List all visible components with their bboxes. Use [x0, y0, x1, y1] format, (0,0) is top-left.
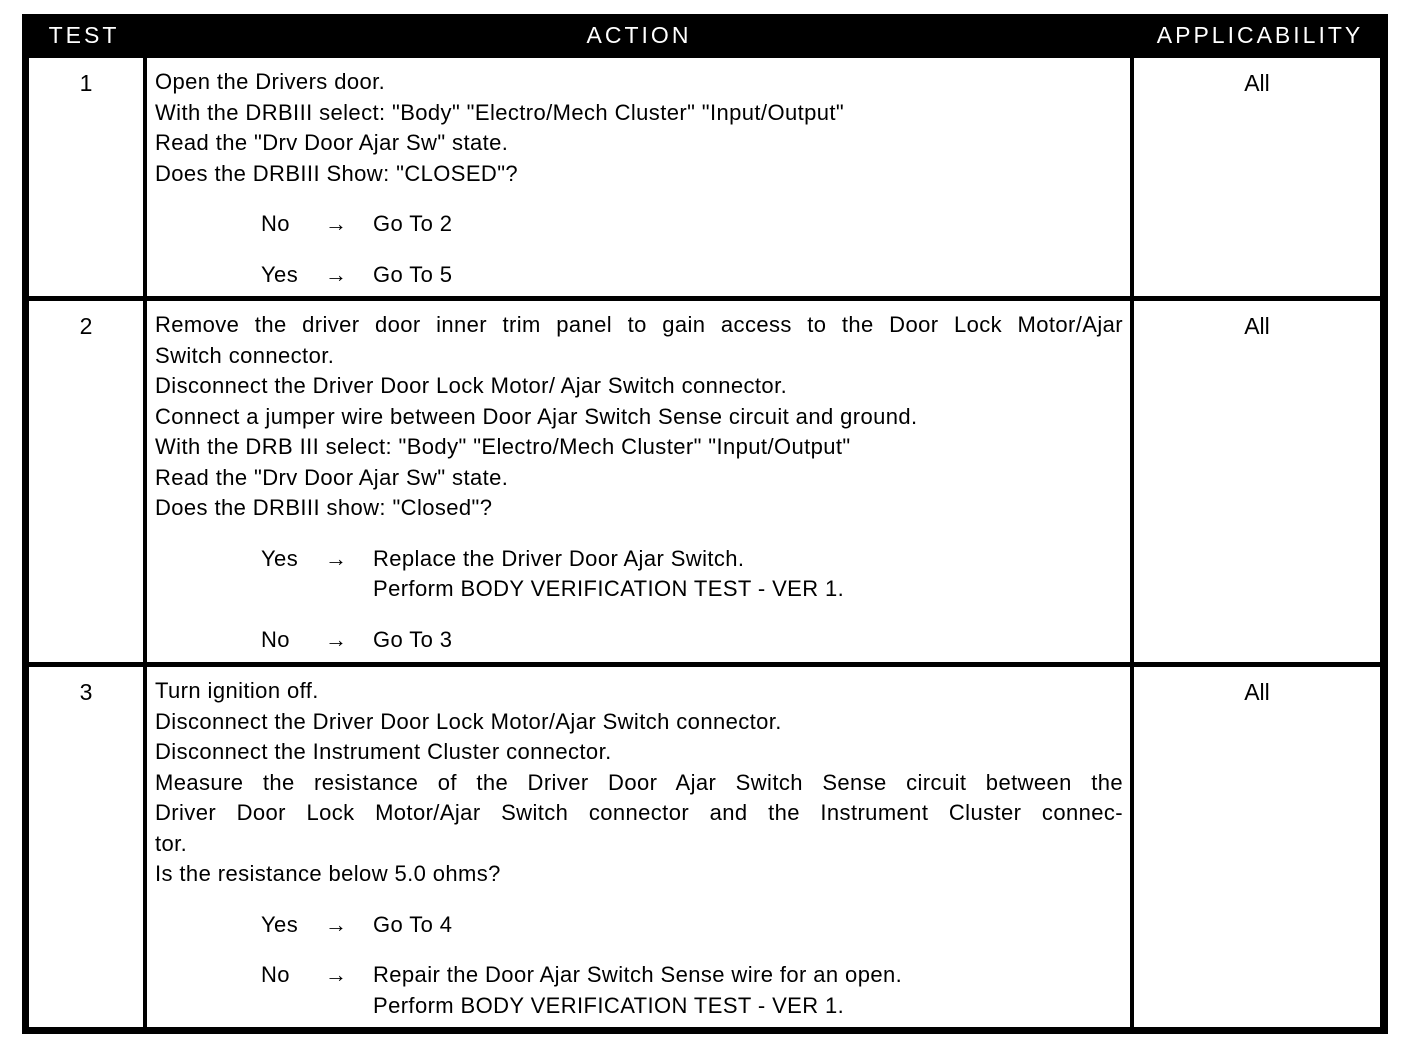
option-row	[155, 260, 1130, 291]
row-3-test-number: 3	[29, 667, 143, 1027]
arrow-icon: →	[325, 911, 348, 937]
arrow-icon: →	[325, 545, 348, 571]
option-label: Yes	[261, 545, 299, 571]
option-row	[155, 910, 1130, 941]
header-action: ACTION	[586, 22, 692, 48]
action-line: Remove the driver door inner trim panel to gain access to the Door Lock Motor/Ajar	[155, 312, 1123, 337]
arrow-icon: →	[325, 962, 348, 987]
arrow-icon: →	[325, 261, 348, 287]
option-row	[155, 960, 1130, 991]
option-result-continued: Perform BODY VERIFICATION TEST - VER 1.	[373, 992, 845, 1018]
action-line: Does the DRBIII Show: "CLOSED"?	[155, 160, 519, 186]
action-line: Disconnect the Instrument Cluster connector.	[155, 739, 612, 764]
option-result: Go To 4	[373, 911, 453, 937]
action-line: tor.	[155, 830, 188, 856]
row-1-applicability: All	[1134, 58, 1380, 296]
row-3-applicability: All	[1134, 667, 1380, 1027]
option-label: No	[261, 626, 290, 652]
row-2-test-number: 2	[29, 301, 143, 662]
option-result: Go To 3	[373, 626, 453, 652]
row-3-action	[147, 667, 1130, 1027]
option-label: No	[261, 211, 290, 236]
action-line: Switch connector.	[155, 342, 335, 368]
option-row	[155, 544, 1130, 575]
row-1-action	[147, 58, 1130, 296]
action-line: Open the Drivers door.	[155, 69, 386, 94]
action-line: Disconnect the Driver Door Lock Motor/Ajar Switch connector.	[155, 708, 782, 734]
option-row	[155, 625, 1130, 656]
action-line: Connect a jumper wire between Door Ajar Switch Sense circuit and ground.	[155, 403, 918, 429]
action-line: Does the DRBIII show: "Closed"?	[155, 495, 493, 520]
option-result: Go To 2	[373, 211, 453, 236]
option-result-continued: Perform BODY VERIFICATION TEST - VER 1.	[373, 576, 845, 601]
option-row-continued	[155, 991, 1130, 1022]
action-line: Read the "Drv Door Ajar Sw" state.	[155, 464, 509, 490]
action-line: With the DRB III select: "Body" "Electro/Mech Cluster" "Input/Output"	[155, 434, 851, 459]
arrow-icon: →	[325, 211, 348, 236]
option-row-continued	[155, 574, 1130, 605]
arrow-icon: →	[325, 626, 348, 652]
row-2-action	[147, 301, 1130, 662]
action-line: With the DRBIII select: "Body" "Electro/Mech Cluster" "Input/Output"	[155, 99, 845, 125]
option-label: No	[261, 962, 290, 987]
option-label: Yes	[261, 911, 299, 937]
option-result: Go To 5	[373, 261, 453, 287]
action-line: Turn ignition off.	[155, 678, 319, 703]
header-applicability: APPLICABILITY	[1156, 22, 1364, 48]
action-line: Read the "Drv Door Ajar Sw" state.	[155, 130, 509, 155]
row-1-test-number: 1	[29, 58, 143, 296]
action-line: Driver Door Lock Motor/Ajar Switch connector and the Instrument Cluster connec-	[155, 800, 1123, 825]
header-test: TEST	[48, 22, 120, 48]
action-line: Is the resistance below 5.0 ohms?	[155, 861, 501, 886]
table-header	[22, 14, 1388, 56]
option-result: Repair the Door Ajar Switch Sense wire for an open.	[373, 962, 903, 987]
option-label: Yes	[261, 261, 299, 287]
row-2-applicability: All	[1134, 301, 1380, 662]
action-line: Measure the resistance of the Driver Door Ajar Switch Sense circuit between the	[155, 769, 1123, 795]
action-line: Disconnect the Driver Door Lock Motor/ Ajar Switch connector.	[155, 373, 788, 398]
option-row	[155, 209, 1130, 240]
diagnostic-test-table	[22, 14, 1388, 1034]
option-result: Replace the Driver Door Ajar Switch.	[373, 545, 745, 571]
